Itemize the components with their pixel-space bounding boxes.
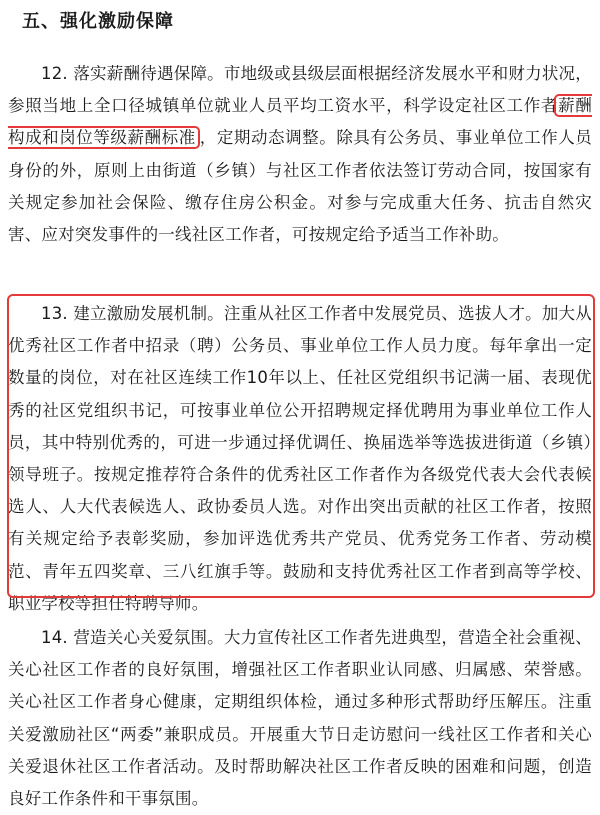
highlighted-salary-standard: 薪酬构成和岗位等级薪酬标准 — [8, 96, 593, 148]
paragraph-12 — [8, 58, 592, 251]
section-heading: 五、强化激励保障 — [22, 11, 174, 32]
paragraph-13: 13. 建立激励发展机制。注重从社区工作者中发展党员、选拔人才。加大从优秀社区工作者中招录（聘）公务员、事业单位工作人员力度。每年拿出一定数量的岗位，对在社区连续工作10年以上、任社区党组织书记满一届、表现优秀的社区党组织书记，可按事业单位公开招聘规定择优聘用为事业单位工作人员，其中特别优秀的，可进一步通过择优调任、换届选举等选拔进街道（乡镇）领导班子。按规定推荐符合条件的优秀社区工作者作为各级党代表大会代表候选人、人大代表候选人、政协委员人选。对作出突出贡献的社区工作者，按照有关规定给予表彰奖励，参加评选优秀共产党员、优秀党务工作者、劳动模范、青年五四奖章、三八红旗手等。鼓励和支持优秀社区工作者到高等学校、职业学校等担任特聘导师。 — [8, 304, 592, 613]
paragraph-14: 14. 营造关心关爱氛围。大力宣传社区工作者先进典型，营造全社会重视、关心社区工作者的良好氛围，增强社区工作者职业认同感、归属感、荣誉感。关心社区工作者身心健康，定期组织体检，通过多种形式帮助纾压解压。注重关爱激励社区“两委”兼职成员。开展重大节日走访慰问一线社区工作者和关心关爱退休社区工作者活动。及时帮助解决社区工作者反映的困难和问题，创造良好工作条件和干事氛围。 — [8, 628, 592, 809]
paragraph-12-rest: ，定期动态调整。除具有公务员、事业单位工作人员身份的外，原则上由街道（乡镇）与社区工作者依法签订劳动合同，按国家有关规定参加社会保险、缴存住房公积金。对参与完成重大任务、抗击自然灾害、应对突发事件的一线社区工作者，可按规定给予适当工作补助。 — [8, 128, 592, 245]
paragraph-12-intro: 12. 落实薪酬待遇保障。市地级或县级层面根据经济发展水平和财力状况，参照当地上全口径城镇单位就业人员平均工资水平，科学设定社区工作者 — [8, 64, 592, 116]
